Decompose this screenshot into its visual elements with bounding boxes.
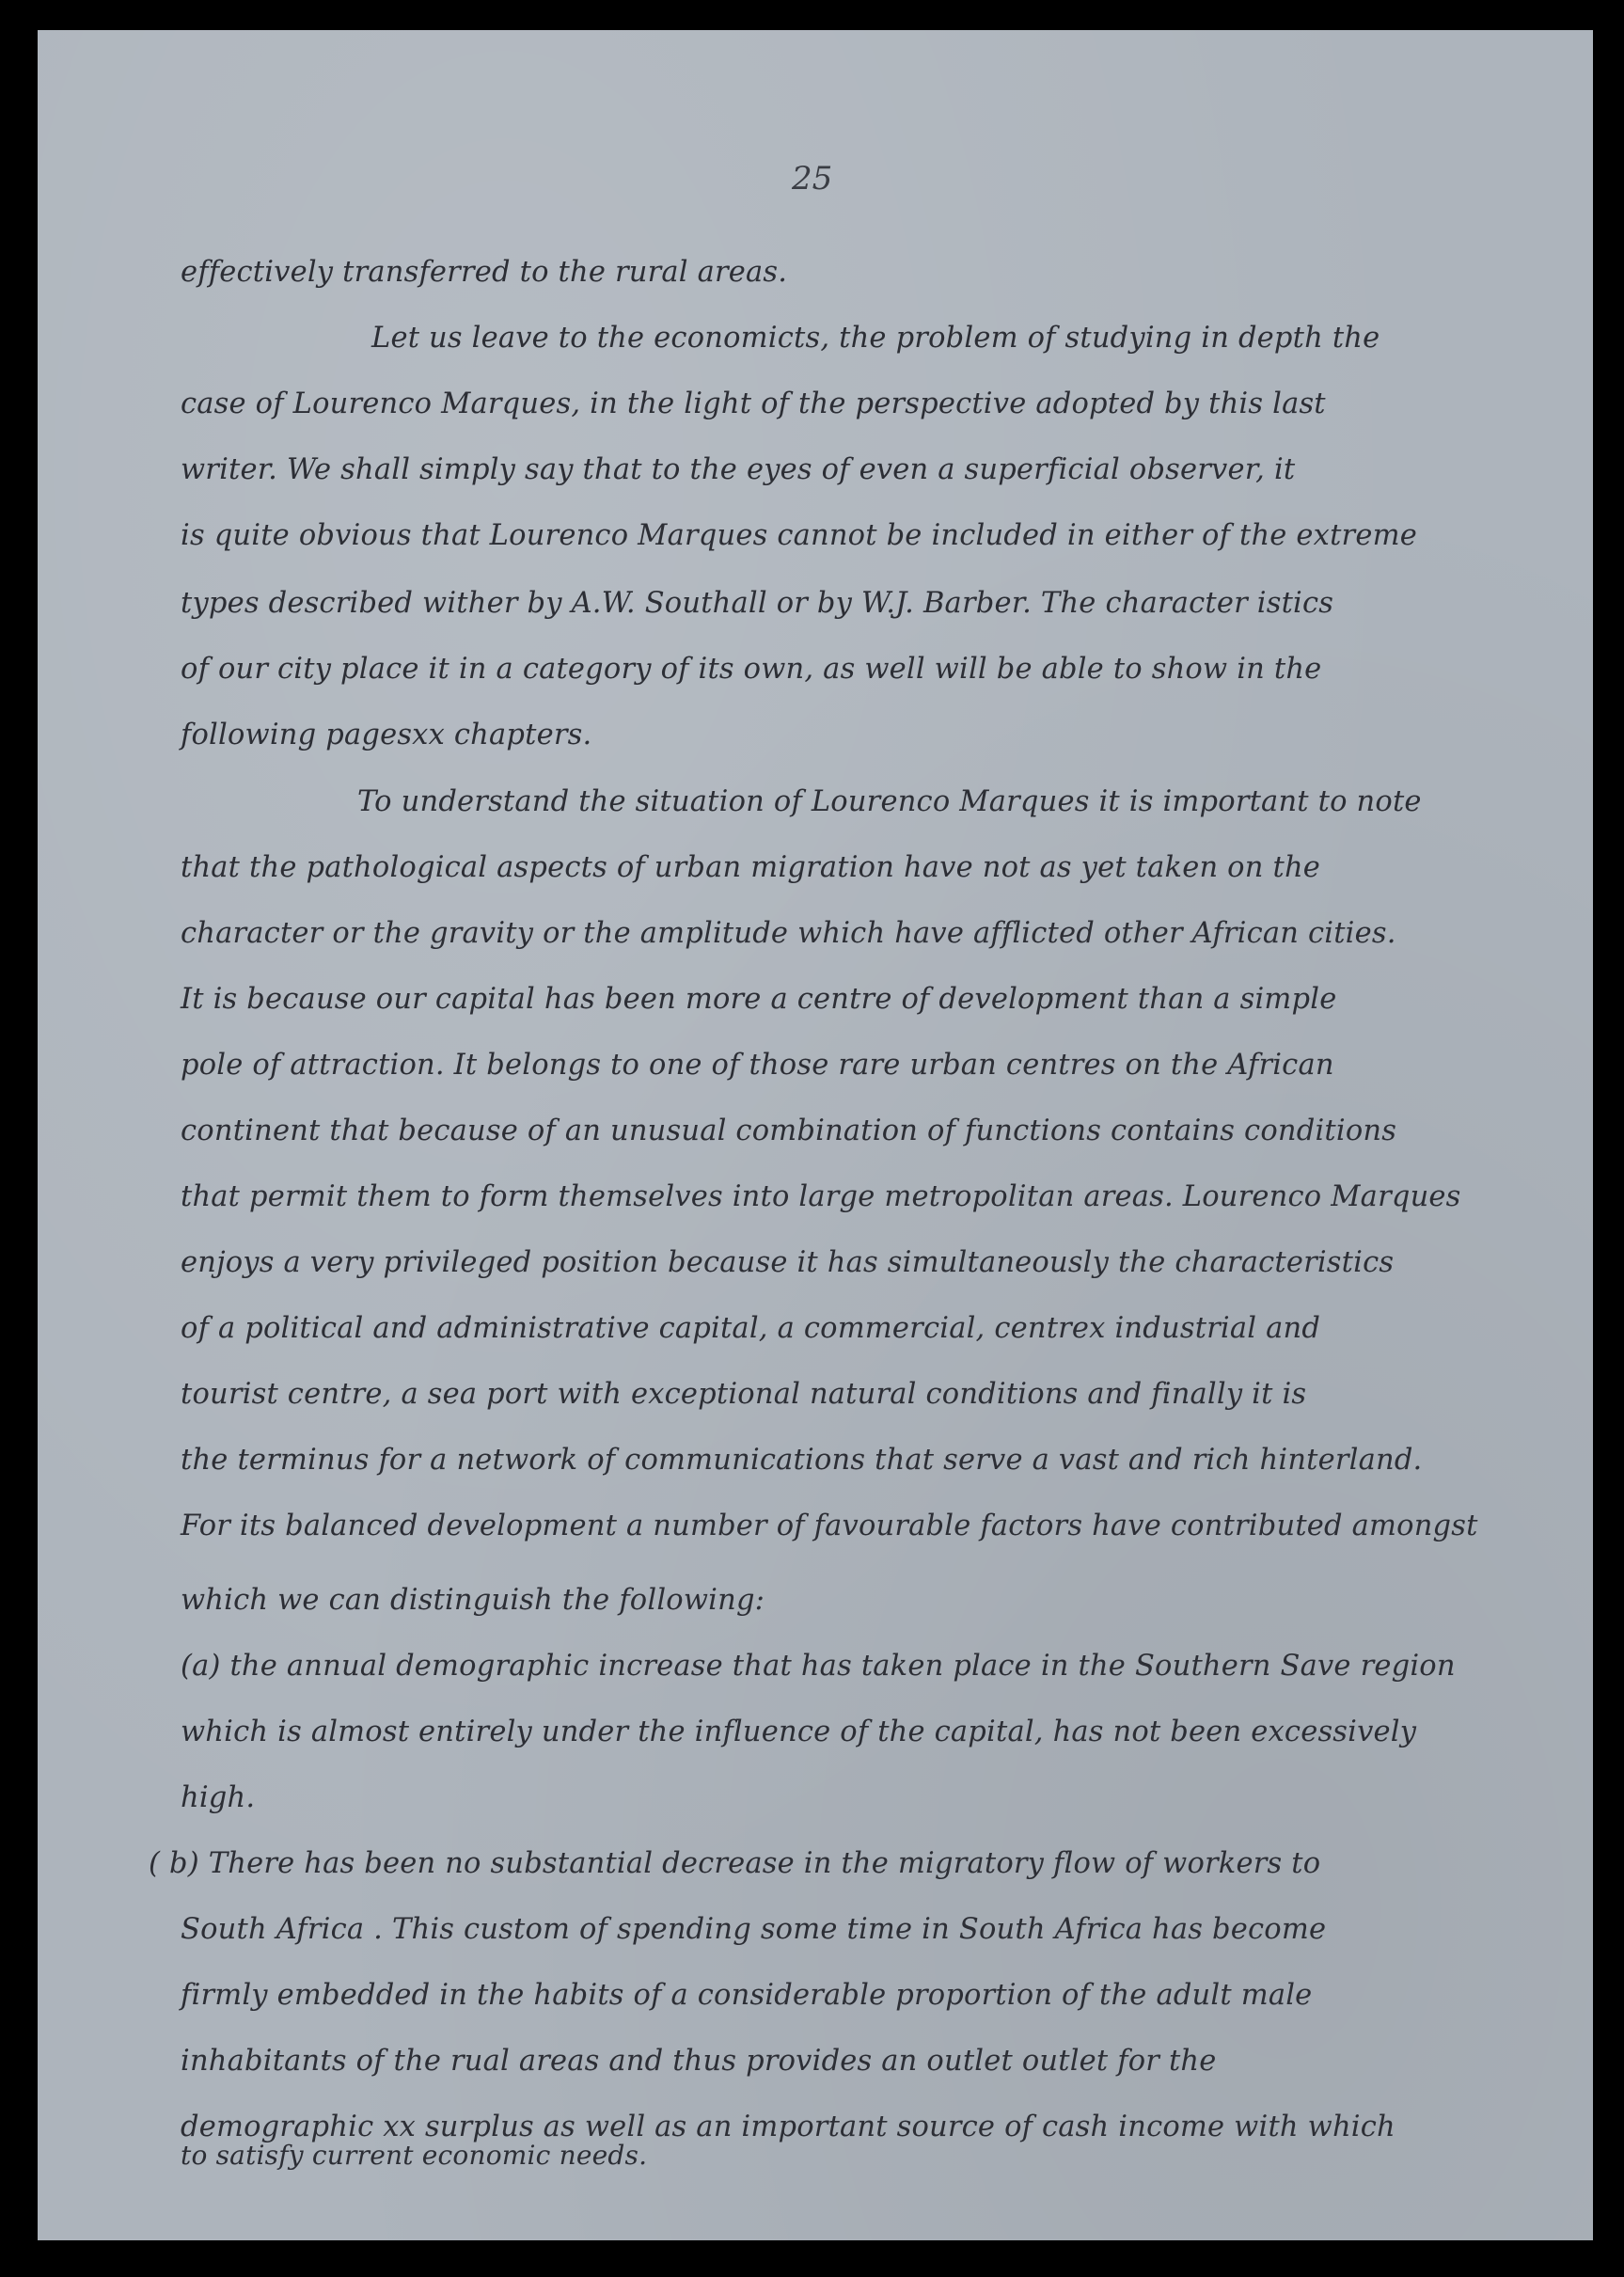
text-line: effectively transferred to the rural areas. — [181, 256, 788, 289]
text-line: For its balanced development a number of favourable factors have contributed amongst — [181, 1510, 1478, 1542]
text-line: demographic xx surplus as well as an important source of cash income with which — [181, 2111, 1395, 2143]
text-line: tourist centre, a sea port with exceptional natural conditions and finally it is — [181, 1378, 1307, 1411]
text-line: types described wither by A.W. Southall or by W.J. Barber. The character istics — [181, 587, 1334, 620]
text-line: case of Lourenco Marques, in the light of the perspective adopted by this last — [181, 387, 1326, 420]
text-line: inhabitants of the rual areas and thus provides an outlet outlet for the — [181, 2045, 1217, 2078]
text-line: writer. We shall simply say that to the eyes of even a superficial observer, it — [181, 453, 1296, 486]
text-line: is quite obvious that Lourenco Marques cannot be included in either of the extreme — [181, 519, 1417, 552]
text-line: which we can distinguish the following: — [181, 1584, 765, 1617]
text-line: firmly embedded in the habits of a considerable proportion of the adult male — [181, 1979, 1313, 2012]
text-line: to satisfy current economic needs. — [181, 2140, 648, 2171]
text-line: of our city place it in a category of its own, as well will be able to show in the — [181, 653, 1322, 686]
text-line: following pagesxx chapters. — [181, 719, 592, 751]
text-line: (a) the annual demographic increase that has taken place in the Southern Save region — [181, 1650, 1456, 1683]
text-line: high. — [181, 1781, 256, 1814]
text-line: continent that because of an unusual combination of functions contains conditions — [181, 1115, 1397, 1147]
text-line: the terminus for a network of communications that serve a vast and rich hinterland. — [181, 1444, 1423, 1477]
text-line: ( b) There has been no substantial decrease in the migratory flow of workers to — [149, 1847, 1321, 1880]
text-line: It is because our capital has been more a centre of development than a simple — [181, 983, 1337, 1016]
text-line: of a political and administrative capital, a commercial, centrex industrial and — [181, 1312, 1321, 1345]
text-line: character or the gravity or the amplitude which have afflicted other African cities. — [181, 917, 1396, 950]
text-line: To understand the situation of Lourenco Marques it is important to note — [357, 785, 1422, 818]
text-line: which is almost entirely under the influence of the capital, has not been excessively — [181, 1716, 1417, 1748]
text-line: enjoys a very privileged position because it has simultaneously the characteristics — [181, 1246, 1395, 1279]
text-line: that permit them to form themselves into large metropolitan areas. Lourenco Marques — [181, 1180, 1461, 1213]
text-line: South Africa . This custom of spending some time in South Africa has become — [181, 1913, 1327, 1946]
text-line: Let us leave to the economicts, the problem of studying in depth the — [371, 322, 1380, 355]
text-line: pole of attraction. It belongs to one of those rare urban centres on the African — [181, 1049, 1334, 1082]
paper-sheet — [38, 30, 1593, 2240]
text-line: that the pathological aspects of urban migration have not as yet taken on the — [181, 851, 1321, 884]
page-number: 25 — [792, 160, 833, 198]
